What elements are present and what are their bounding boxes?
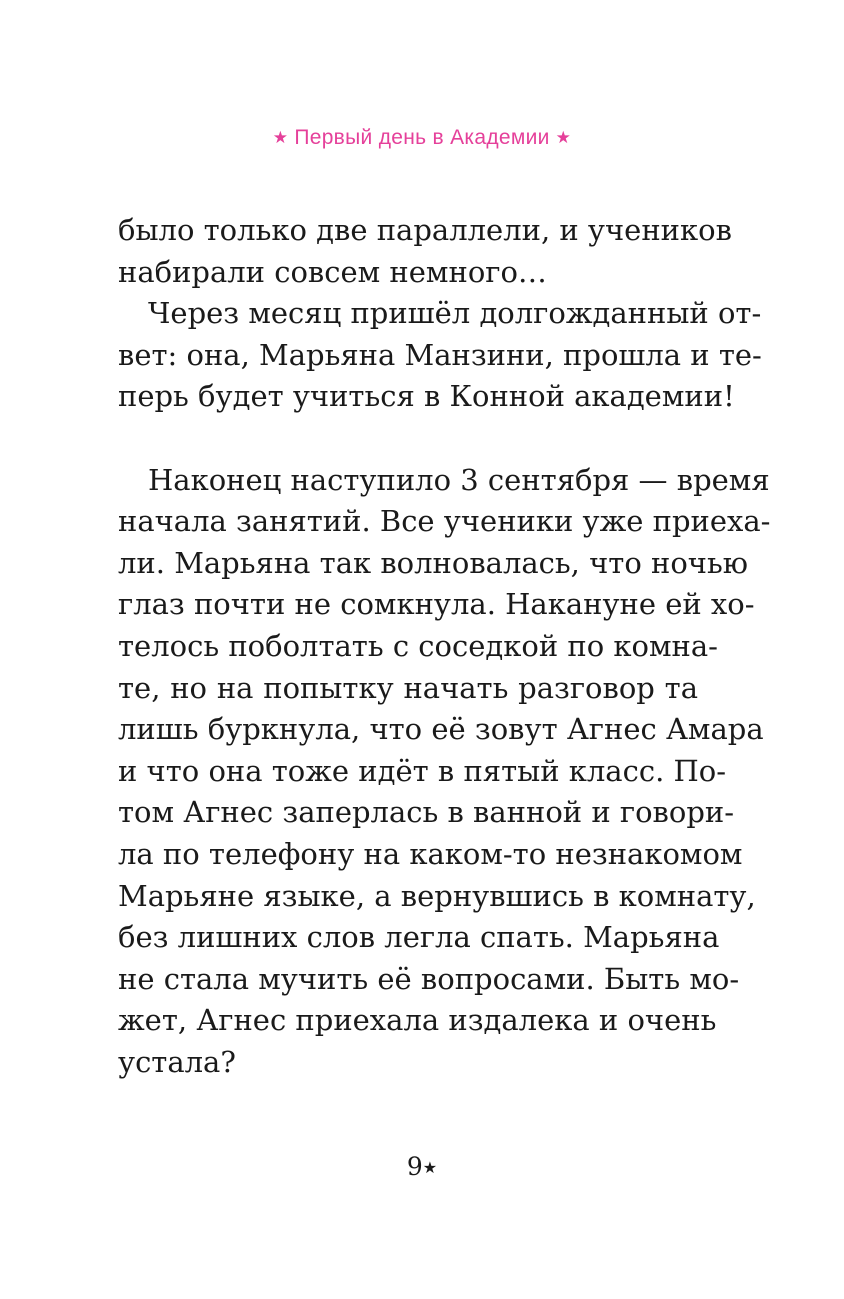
text-line: вет: она, Марьяна Манзини, прошла и те-: [118, 337, 762, 372]
text-line: глаз почти не сомкнула. Накануне ей хо-: [118, 587, 755, 622]
text-line: было только две параллели, и учеников: [118, 213, 732, 247]
text-line: жет, Агнес приехала издалека и очень: [118, 1003, 717, 1038]
paragraph-break: [118, 418, 698, 460]
text-line: набирали совсем немного…: [118, 254, 547, 289]
text-line: не стала мучить её вопросами. Быть мо-: [118, 961, 740, 996]
text-line: устала?: [118, 1044, 236, 1079]
text-line: телось поболтать с соседкой по комна-: [118, 628, 718, 663]
text-line: Наконец наступило 3 сентября — время: [148, 462, 770, 497]
text-line: Через месяц пришёл долгожданный от-: [148, 296, 762, 331]
text-line: те, но на попытку начать разговор та: [118, 670, 698, 705]
star-icon: ★: [422, 1158, 438, 1177]
text-line: лишь буркнула, что её зовут Агнес Амара: [118, 712, 764, 747]
text-line: Марьяне языке, а вернувшись в комнату,: [118, 878, 756, 913]
text-line: и что она тоже идёт в пятый класс. По-: [118, 753, 727, 788]
star-icon: ★: [555, 128, 572, 147]
page-number-value: 9: [406, 1152, 423, 1181]
text-line: начала занятий. Все ученики уже приеха-: [118, 504, 771, 539]
star-icon: ★: [272, 128, 289, 147]
running-head-title: Первый день в Академии: [294, 126, 550, 149]
text-line: ла по телефону на каком-то незнакомом: [118, 836, 743, 871]
text-line: ли. Марьяна так волновалась, что ночью: [118, 545, 749, 580]
running-head: [0, 124, 844, 152]
text-line: том Агнес заперлась в ванной и говори-: [118, 795, 735, 830]
body-text: [118, 210, 771, 1083]
text-line: без лишних слов легла спать. Марьяна: [118, 920, 720, 955]
page-number: [0, 1151, 844, 1184]
text-line: перь будет учиться в Конной академии!: [118, 379, 735, 414]
